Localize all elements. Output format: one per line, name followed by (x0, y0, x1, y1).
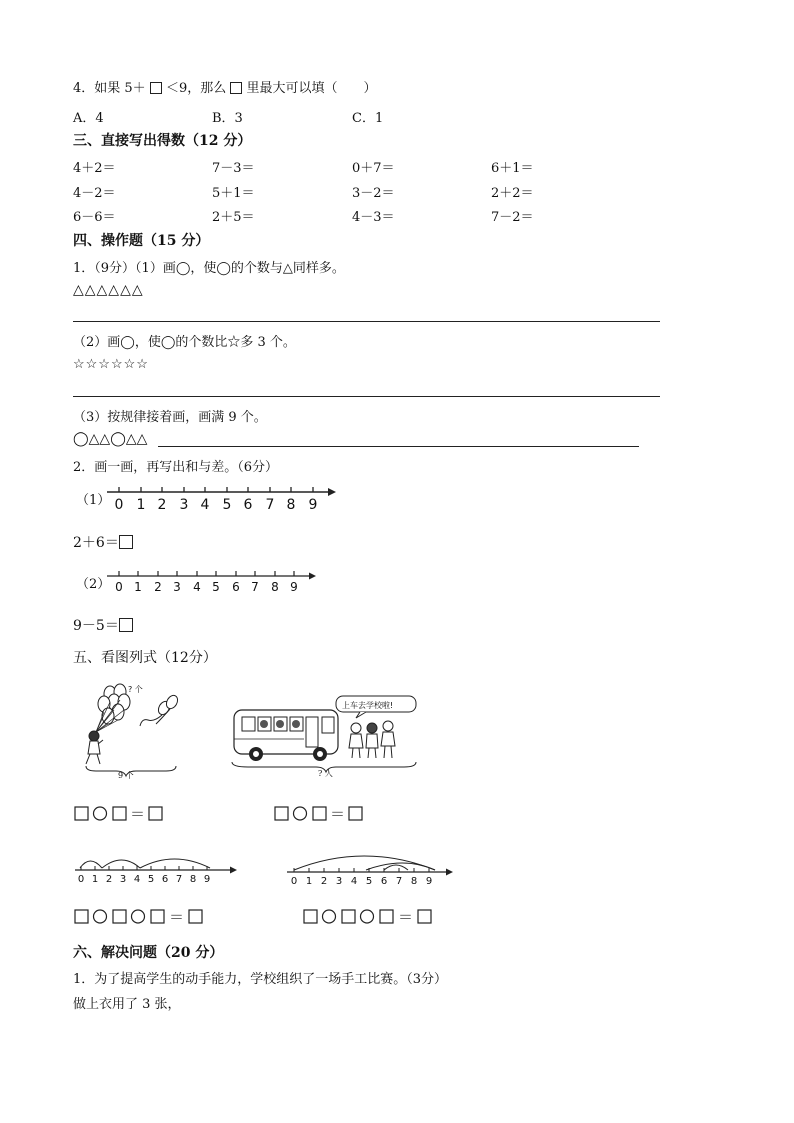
section-3-title: 三、直接写出得数（12 分） (73, 133, 252, 149)
q4-option-a[interactable]: A．4 (73, 111, 104, 126)
tick-label: 9 (290, 580, 298, 594)
tick-label: 8 (286, 497, 296, 512)
tick-label: 2 (105, 874, 113, 884)
tick-label: 3 (173, 580, 181, 594)
section-6-title: 六、解决问题（20 分） (73, 945, 224, 961)
tick-label: 8 (189, 874, 197, 884)
jump-number-line-2 (284, 846, 456, 886)
tick-label: 7 (251, 580, 259, 594)
q6-1-line2: 做上衣用了 3 张， (73, 997, 181, 1012)
drawing-line[interactable] (73, 321, 660, 322)
tick-label: 0 (114, 497, 124, 512)
equals-sign: ＝ (169, 908, 185, 926)
numberline-1-label: （1） (76, 493, 111, 508)
tick-label: 1 (305, 876, 313, 886)
tick-label: 4 (200, 497, 210, 512)
tick-label: 8 (410, 876, 418, 886)
balloon-picture (76, 680, 206, 780)
answer-box[interactable] (150, 82, 162, 94)
tick-label: 9 (425, 876, 433, 886)
tick-label: 5 (147, 874, 155, 884)
equals-sign: ＝ (130, 805, 146, 823)
section-4-title: 四、操作题（15 分） (73, 233, 210, 249)
jump-number-line-1 (72, 850, 240, 884)
tick-label: 9 (308, 497, 318, 512)
equation-template-b[interactable] (274, 805, 366, 823)
balloon-total: 9 个 (118, 771, 134, 780)
tick-label: 2 (154, 580, 162, 594)
q4-2-text: 2．画一画，再写出和与差。（6分） (73, 460, 279, 475)
tick-label: 1 (136, 497, 146, 512)
tick-label: 3 (119, 874, 127, 884)
calc-item: 6＋1＝ (491, 161, 534, 176)
tick-label: 6 (243, 497, 253, 512)
tick-label: 6 (161, 874, 169, 884)
triangle-row: △△△△△△ (73, 282, 144, 298)
equation-1: 2＋6＝ (73, 532, 133, 552)
calc-item: 4－2＝ (73, 186, 116, 201)
drawing-line[interactable] (73, 396, 660, 397)
pattern-row: ◯△△◯△△ (73, 431, 148, 447)
equation-2: 9－5＝ (73, 615, 133, 635)
tick-label: 4 (350, 876, 358, 886)
child-figure (86, 731, 103, 764)
pattern-continue-line[interactable] (158, 446, 639, 447)
calc-item: 3－2＝ (352, 186, 395, 201)
q4-1-3-text: （3）按规律接着画，画满 9 个。 (73, 410, 267, 425)
tick-label: 0 (77, 874, 85, 884)
tick-label: 4 (133, 874, 141, 884)
equation-template-c[interactable] (74, 908, 206, 926)
tick-label: 4 (193, 580, 201, 594)
calc-item: 7－2＝ (491, 210, 534, 225)
tick-label: 0 (290, 876, 298, 886)
tick-label: 3 (335, 876, 343, 886)
q4-stem: 4．如果 5＋ ＜9，那么 里最大可以填（ ） (73, 81, 377, 96)
q4-option-b[interactable]: B．3 (212, 111, 243, 126)
calc-item: 6－6＝ (73, 210, 116, 225)
tick-label: 0 (115, 580, 123, 594)
tick-label: 1 (134, 580, 142, 594)
answer-box[interactable] (230, 82, 242, 94)
calc-item: 4＋2＝ (73, 161, 116, 176)
tick-label: 1 (91, 874, 99, 884)
calc-item: 2＋2＝ (491, 186, 534, 201)
bus-picture (228, 684, 422, 780)
tick-label: 7 (265, 497, 275, 512)
calc-item: 7－3＝ (212, 161, 255, 176)
equals-sign: ＝ (398, 908, 414, 926)
answer-box[interactable] (119, 618, 133, 632)
speech-text: 上车去学校啦! (342, 701, 394, 710)
number-line-1 (104, 482, 340, 512)
equation-template-a[interactable] (74, 805, 166, 823)
tick-label: 8 (271, 580, 279, 594)
answer-box[interactable] (119, 535, 133, 549)
tick-label: 5 (365, 876, 373, 886)
tick-label: 5 (222, 497, 232, 512)
equals-sign: ＝ (330, 805, 346, 823)
bus-question: ? 人 (318, 769, 333, 778)
star-row: ☆☆☆☆☆☆ (73, 357, 149, 372)
tick-label: 6 (380, 876, 388, 886)
tick-label: 2 (320, 876, 328, 886)
calc-item: 0＋7＝ (352, 161, 395, 176)
calc-item: 2＋5＝ (212, 210, 255, 225)
tick-label: 7 (175, 874, 183, 884)
tick-label: 7 (395, 876, 403, 886)
tick-label: 5 (212, 580, 220, 594)
equation-template-d[interactable] (303, 908, 435, 926)
numberline-2-label: （2） (76, 577, 111, 592)
balloon-question: ? 个 (128, 685, 143, 694)
q4-option-c[interactable]: C．1 (352, 111, 384, 126)
children-figures (349, 721, 395, 758)
tick-label: 3 (179, 497, 189, 512)
calc-item: 4－3＝ (352, 210, 395, 225)
tick-label: 6 (232, 580, 240, 594)
calc-item: 5＋1＝ (212, 186, 255, 201)
section-5-title: 五、看图列式（12分） (73, 650, 217, 666)
flying-balloons (140, 693, 180, 726)
tick-label: 2 (157, 497, 167, 512)
q4-1-2-text: （2）画◯，使◯的个数比☆多 3 个。 (73, 335, 296, 350)
q4-1-1-text: 1．（9分）（1）画◯，使◯的个数与△同样多。 (73, 261, 345, 276)
tick-label: 9 (203, 874, 211, 884)
q6-1-text: 1．为了提高学生的动手能力，学校组织了一场手工比赛。（3分） (73, 972, 448, 987)
number-line-2 (104, 566, 320, 594)
